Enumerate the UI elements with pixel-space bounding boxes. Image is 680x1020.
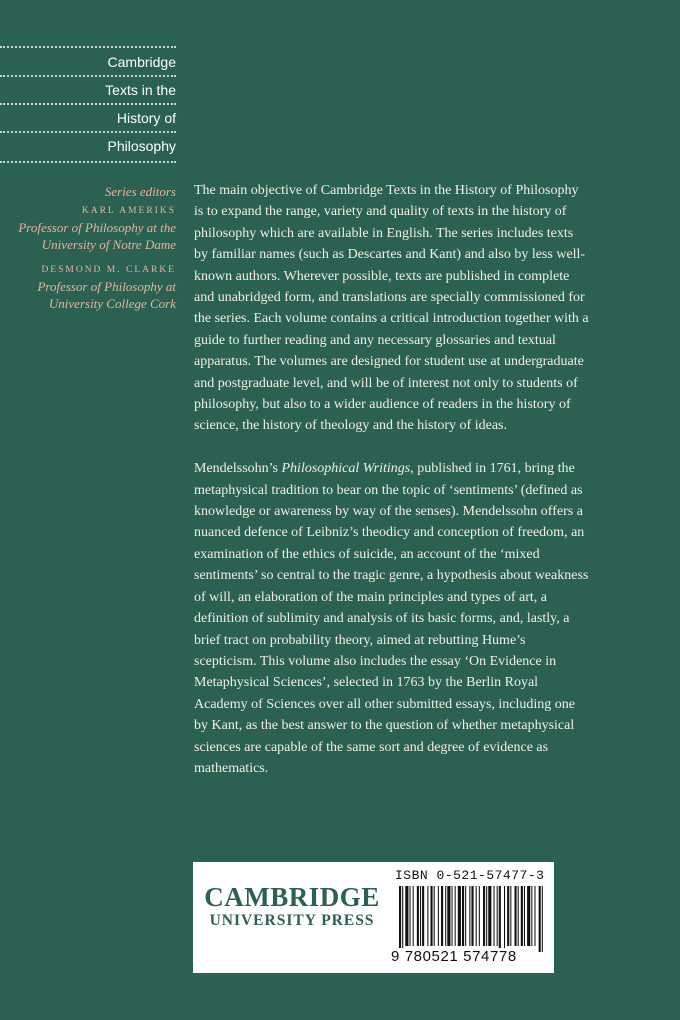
barcode-bar (413, 886, 414, 946)
editor-affiliation: Professor of Philosophy at the (18, 220, 176, 235)
ean-number: 9 780521 574778 (391, 948, 517, 965)
barcode-bar (534, 886, 535, 946)
barcode-panel (193, 862, 554, 973)
barcode-bar (399, 886, 401, 952)
barcode-bar (420, 886, 421, 946)
barcode-bar (531, 886, 532, 946)
barcode-bar (479, 886, 480, 946)
barcode-bar (469, 886, 470, 946)
barcode-bar (441, 886, 443, 946)
series-title-line: Texts in the (105, 82, 176, 98)
editor-affiliation: University of Notre Dame (41, 237, 176, 252)
barcode-bar (447, 886, 450, 946)
barcode-bar (422, 886, 424, 946)
barcode-bar (455, 886, 456, 946)
barcode-bar (494, 886, 495, 946)
barcode-bar (521, 886, 523, 946)
paragraph-text: Mendelssohn’s (194, 461, 282, 477)
barcode-bar (438, 886, 439, 946)
paragraph-text: , published in 1761, bring the metaphysical tradition to bear on the topic of ‘sentiments’ (defined as knowledge or awareness by way of the senses). Mendelssohn offers a nuanced defence of Leibniz’s theodicy and conception of freedom, an examination of the ethics of suicide, an account of the ‘mixed sentiments’ so central to the tragic genre, a hypothesis about weakness of will, an elaboration of the main principles and types of art, a definition of sublimity and analysis of its basic forms, and, lastly, a brief tract on probability theory, aimed at rebutting Hume’s scepticism. This volume also includes the essay ‘On Evidence in Metaphysical Sciences’, selected in 1763 by the Berlin Royal Academy of Sciences over all other submitted essays, including one by Kant, as the best answer to the question of whether metaphysical sciences are capable of the same sort and degree of evidence as mathematics. (194, 461, 589, 776)
series-editors (0, 184, 176, 312)
barcode-bar (452, 886, 453, 946)
line-divider (0, 103, 176, 105)
barcode-bar (417, 886, 419, 946)
barcode-bar (458, 886, 461, 946)
barcode-bar (497, 886, 498, 946)
isbn-label: ISBN 0-521-57477-3 (395, 868, 545, 883)
publisher-logo-line2: UNIVERSITY PRESS (209, 912, 375, 929)
editor-affiliation: University College Cork (48, 296, 176, 311)
bottom-divider (0, 161, 176, 163)
editor-name: KARL AMERIKS (81, 206, 176, 216)
barcode-bar (542, 886, 543, 952)
publisher-logo (201, 882, 383, 930)
book-title: Philosophical Writings (281, 461, 411, 477)
barcode-bar (524, 886, 525, 946)
publisher-logo-line1: CAMBRIDGE (204, 882, 380, 912)
line-divider (0, 131, 176, 133)
barcode-bar (539, 886, 541, 952)
barcode-bar (410, 886, 411, 946)
barcode-bar (499, 886, 501, 952)
barcode-bar (510, 886, 511, 946)
series-editors-label: Series editors (104, 184, 176, 199)
barcode-bar (405, 886, 408, 946)
barcode-bar (462, 886, 464, 946)
barcode-bar (434, 886, 435, 946)
barcode-bar (507, 886, 509, 946)
editor-name: DESMOND M. CLARKE (41, 265, 176, 275)
editor-affiliation: Professor of Philosophy at (37, 279, 176, 294)
barcode-bar (427, 886, 428, 946)
barcode-bar (483, 886, 485, 946)
barcode-bar (486, 886, 487, 946)
barcode-bar (488, 886, 491, 946)
series-title-line: History of (116, 110, 176, 126)
series-title-line: Philosophy (107, 138, 176, 154)
barcode-bar (402, 886, 403, 952)
barcode-bar (465, 886, 466, 946)
barcode-bar (445, 886, 446, 946)
book-description-paragraph (194, 458, 590, 779)
series-description-paragraph: The main objective of Cambridge Texts in the History of Philosophy is to expand the range, variety and quality of texts in the history of philosophy which are available in English. The series includes texts by familiar names (such as Descartes and Kant) and also by less well-known authors. Wherever possible, texts are published in complete and unabridged form, and translations are specially commissioned for the series. Each volume contains a critical introduction together with a guide to further reading and any necessary glossaries and textual apparatus. The volumes are designed for student use at undergraduate and postgraduate level, and will be of interest not only to students of philosophy, but also to a wider audience of readers in the history of science, the history of theology and the history of ideas. (194, 183, 589, 434)
description (194, 180, 590, 801)
barcode-bar (431, 886, 433, 946)
barcode-bar (515, 886, 517, 946)
barcode-bar (527, 886, 530, 946)
barcode-bar (471, 886, 473, 946)
line-divider (0, 75, 176, 77)
barcode-icon (397, 886, 547, 954)
series-title-line: Cambridge (107, 54, 176, 70)
barcode-bar (476, 886, 477, 946)
barcode-bar (504, 886, 505, 952)
barcode-bar (518, 886, 519, 946)
